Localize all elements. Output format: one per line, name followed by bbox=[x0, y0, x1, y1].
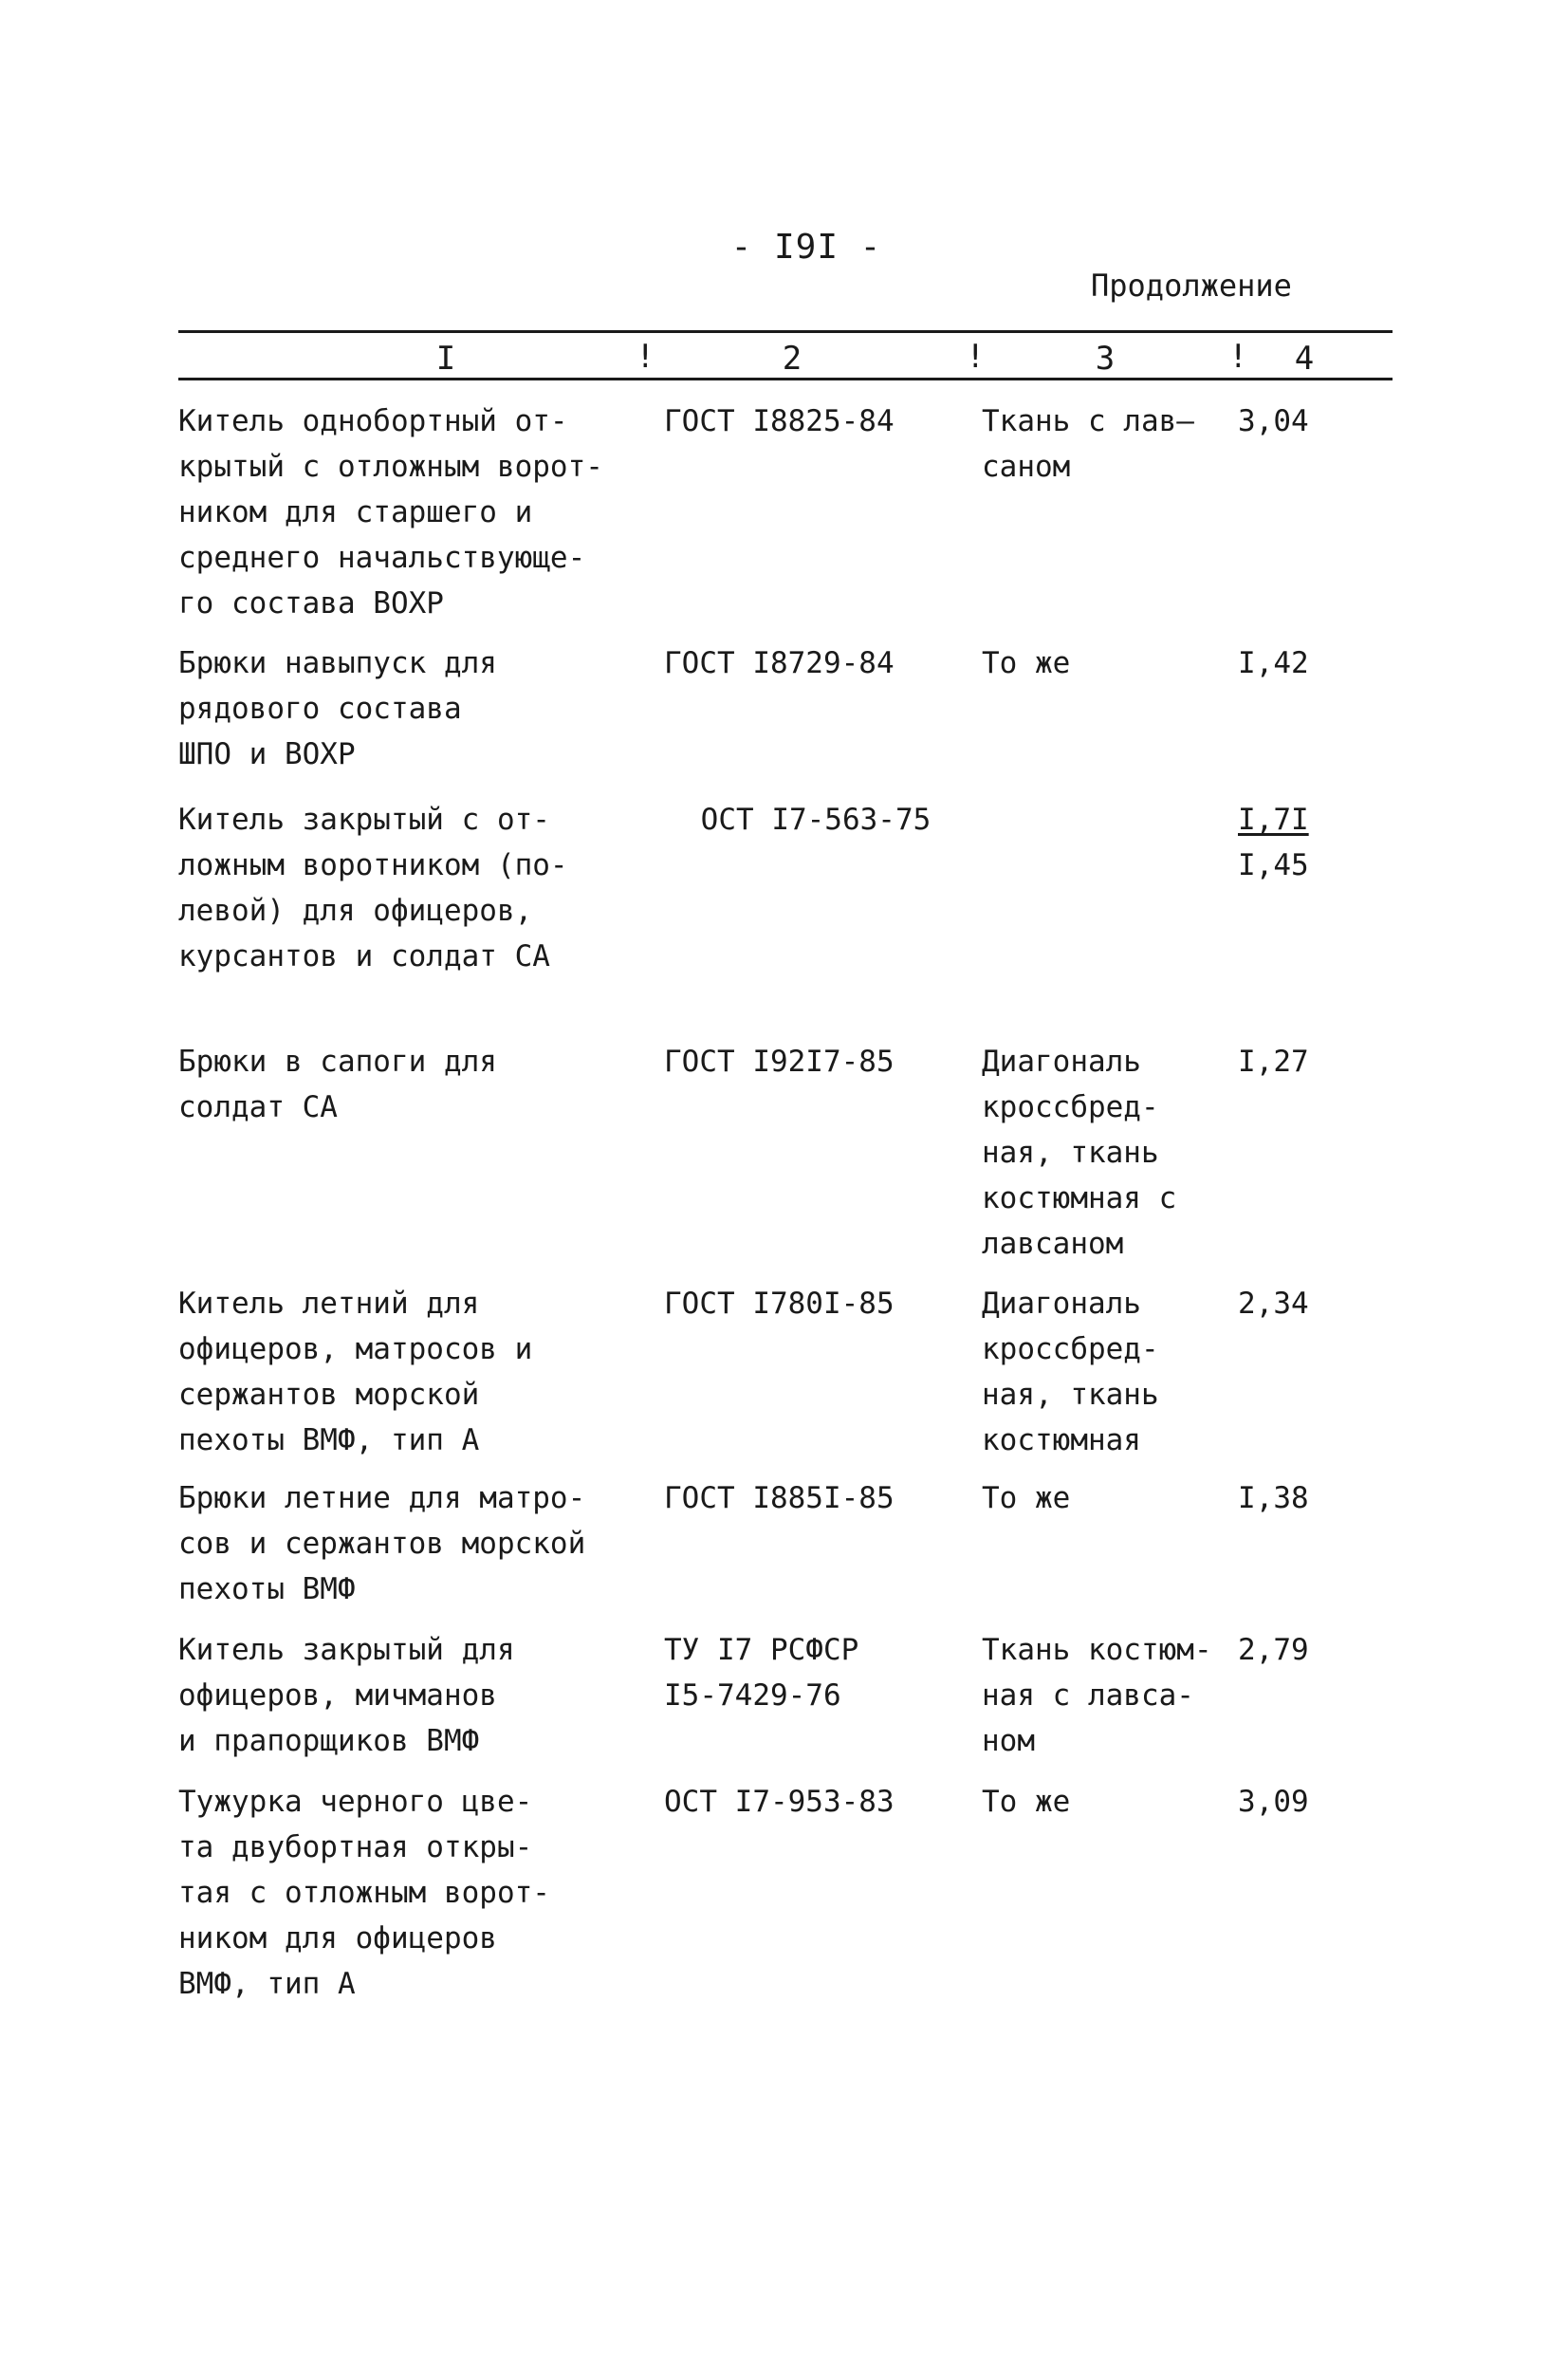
item-material bbox=[982, 1779, 1070, 1825]
item-material bbox=[982, 640, 1070, 686]
fraction-denominator: I,45 bbox=[1238, 848, 1309, 882]
item-name bbox=[178, 640, 497, 777]
item-material-line: То же bbox=[982, 1785, 1071, 1819]
item-value bbox=[1238, 1475, 1309, 1521]
item-name-line: Брюки навыпуск для bbox=[178, 646, 497, 680]
item-name-line: Брюки в сапоги для bbox=[178, 1045, 497, 1079]
item-standard bbox=[664, 1039, 895, 1084]
item-value bbox=[1238, 399, 1309, 444]
item-value-line: 3,09 bbox=[1238, 1785, 1309, 1819]
item-standard-line: I5-7429-76 bbox=[664, 1678, 841, 1713]
item-name-line: среднего начальствующе- bbox=[178, 541, 586, 575]
item-name bbox=[178, 1281, 532, 1463]
item-name bbox=[178, 1475, 585, 1612]
item-name-line: ВМФ, тип А bbox=[178, 1967, 356, 2001]
item-name-line: сов и сержантов морской bbox=[178, 1527, 586, 1561]
item-material bbox=[982, 1475, 1070, 1521]
item-material-line: ном bbox=[982, 1724, 1035, 1758]
item-name bbox=[178, 399, 603, 626]
column-header-3: 3 bbox=[1095, 340, 1116, 378]
item-value bbox=[1238, 640, 1309, 686]
column-header-4: 4 bbox=[1294, 340, 1315, 378]
item-material-line: То же bbox=[982, 646, 1071, 680]
item-name-line: ником для старшего и bbox=[178, 495, 533, 529]
column-separator-1: ! bbox=[636, 338, 655, 376]
item-material-line: ная с лавса- bbox=[982, 1678, 1194, 1713]
item-name-line: ложным воротником (по- bbox=[178, 848, 568, 882]
item-value-line: 2,79 bbox=[1238, 1633, 1309, 1667]
item-material bbox=[982, 1281, 1159, 1463]
item-standard-line: ГОСТ I92I7-85 bbox=[664, 1045, 895, 1079]
item-material bbox=[982, 1039, 1176, 1267]
item-name-line: офицеров, мичманов bbox=[178, 1678, 497, 1713]
item-name bbox=[178, 1779, 550, 2007]
header-bottom-rule bbox=[178, 378, 1393, 380]
item-name-line: Китель однобортный от- bbox=[178, 404, 568, 438]
item-material-line: ная, ткань bbox=[982, 1136, 1159, 1170]
item-standard-line: ТУ I7 РСФСР bbox=[664, 1633, 859, 1667]
item-name-line: крытый с отложным ворот- bbox=[178, 450, 603, 484]
item-material-line: Ткань с лав— bbox=[982, 404, 1194, 438]
item-name bbox=[178, 797, 568, 979]
item-standard bbox=[664, 399, 895, 444]
page-number: - I9I - bbox=[730, 228, 882, 267]
item-name bbox=[178, 1627, 515, 1764]
item-standard bbox=[664, 1475, 895, 1521]
item-value bbox=[1238, 1039, 1309, 1084]
item-name-line: ником для офицеров bbox=[178, 1921, 497, 1955]
item-value bbox=[1238, 1281, 1309, 1326]
item-standard bbox=[664, 1281, 895, 1326]
item-material-line: костюмная bbox=[982, 1423, 1141, 1457]
header-top-rule bbox=[178, 330, 1393, 333]
item-material-line: Диагональ bbox=[982, 1287, 1141, 1321]
item-material-line: Ткань костюм- bbox=[982, 1633, 1212, 1667]
item-material-line: Диагональ bbox=[982, 1045, 1141, 1079]
item-value-fraction bbox=[1238, 797, 1309, 888]
item-name-line: пехоты ВМФ bbox=[178, 1572, 356, 1606]
item-value-line: I,38 bbox=[1238, 1481, 1309, 1515]
item-material-line: кроссбред- bbox=[982, 1332, 1159, 1366]
item-name bbox=[178, 1039, 497, 1130]
item-name-line: ШПО и ВОХР bbox=[178, 737, 356, 771]
item-value-line: I,27 bbox=[1238, 1045, 1309, 1079]
item-name-line: тая с отложным ворот- bbox=[178, 1876, 550, 1910]
item-name-line: рядового состава bbox=[178, 692, 462, 726]
item-name-line: Брюки летние для матро- bbox=[178, 1481, 586, 1515]
item-value bbox=[1238, 1779, 1309, 1825]
item-standard-line: ОСТ I7-563-75 bbox=[683, 803, 932, 837]
item-name-line: Китель закрытый с от- bbox=[178, 803, 550, 837]
item-name-line: солдат СА bbox=[178, 1090, 338, 1124]
item-standard bbox=[683, 797, 931, 843]
column-header-1: I bbox=[435, 340, 456, 378]
item-value-line: 2,34 bbox=[1238, 1287, 1309, 1321]
item-material bbox=[982, 1627, 1212, 1764]
item-name-line: го состава ВОХР bbox=[178, 586, 444, 621]
item-value-line: I,42 bbox=[1238, 646, 1309, 680]
column-separator-3: ! bbox=[1228, 338, 1248, 376]
column-separator-2: ! bbox=[966, 338, 986, 376]
item-name-line: Китель летний для bbox=[178, 1287, 480, 1321]
fraction-numerator: I,7I bbox=[1238, 803, 1309, 837]
item-material bbox=[982, 399, 1194, 490]
item-standard bbox=[664, 1779, 895, 1825]
item-material-line: ная, ткань bbox=[982, 1378, 1159, 1412]
item-standard-line: ГОСТ I780I-85 bbox=[664, 1287, 895, 1321]
item-material-line: саном bbox=[982, 450, 1071, 484]
item-name-line: курсантов и солдат СА bbox=[178, 939, 550, 973]
continuation-label: Продолжение bbox=[1091, 268, 1292, 304]
item-value bbox=[1238, 1627, 1309, 1673]
item-material-line: лавсаном bbox=[982, 1227, 1124, 1261]
item-standard-line: ГОСТ I8729-84 bbox=[664, 646, 895, 680]
item-standard bbox=[664, 1627, 858, 1718]
item-standard bbox=[664, 640, 895, 686]
item-name-line: сержантов морской bbox=[178, 1378, 480, 1412]
item-standard-line: ОСТ I7-953-83 bbox=[664, 1785, 895, 1819]
item-value-line: 3,04 bbox=[1238, 404, 1309, 438]
item-material-line: костюмная с bbox=[982, 1181, 1177, 1215]
item-standard-line: ГОСТ I885I-85 bbox=[664, 1481, 895, 1515]
item-name-line: Тужурка черного цве- bbox=[178, 1785, 533, 1819]
item-name-line: левой) для офицеров, bbox=[178, 894, 533, 928]
item-name-line: пехоты ВМФ, тип А bbox=[178, 1423, 480, 1457]
item-name-line: и прапорщиков ВМФ bbox=[178, 1724, 480, 1758]
item-material-line: То же bbox=[982, 1481, 1071, 1515]
column-header-2: 2 bbox=[782, 340, 802, 378]
item-material-line: кроссбред- bbox=[982, 1090, 1159, 1124]
item-name-line: Китель закрытый для bbox=[178, 1633, 515, 1667]
item-name-line: та двубортная откры- bbox=[178, 1830, 533, 1864]
item-standard-line: ГОСТ I8825-84 bbox=[664, 404, 895, 438]
item-name-line: офицеров, матросов и bbox=[178, 1332, 533, 1366]
